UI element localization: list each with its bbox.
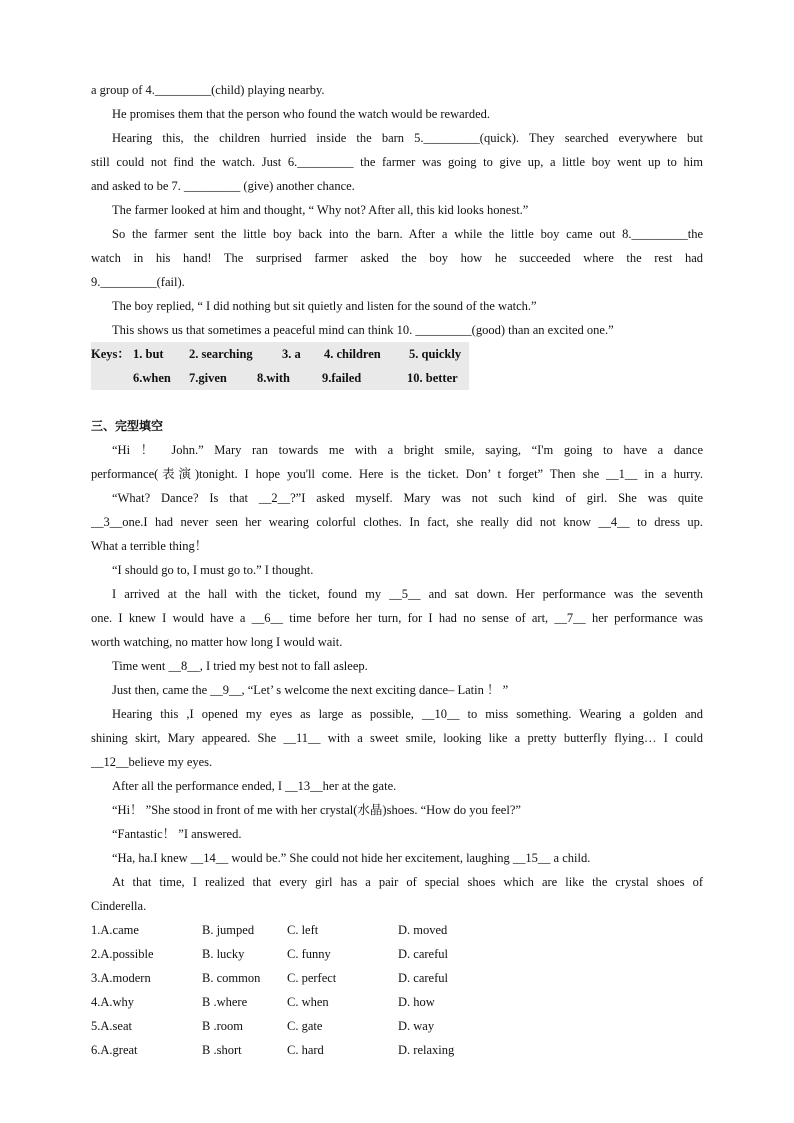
keys-label: Keys： <box>91 347 130 361</box>
option-choice: C. funny <box>287 947 331 961</box>
worksheet-page <box>91 78 703 1062</box>
passage-line: The farmer looked at him and thought, “ Why not? After all, this kid looks honest.” <box>112 203 529 217</box>
option-choice: D. way <box>398 1019 435 1033</box>
option-row <box>91 966 703 990</box>
option-choice: 1.A.came <box>91 923 139 937</box>
option-row <box>91 990 703 1014</box>
key-8: 8.with <box>257 371 290 385</box>
option-choice: C. when <box>287 995 329 1009</box>
option-choice: 6.A.great <box>91 1043 138 1057</box>
option-row <box>91 918 703 942</box>
key-3: 3. a <box>282 347 301 361</box>
answer-keys-row-1 <box>91 342 469 366</box>
key-1: 1. but <box>133 347 164 361</box>
option-choice: D. moved <box>398 923 448 937</box>
key-9: 9.failed <box>322 371 362 385</box>
option-choice: D. careful <box>398 947 448 961</box>
option-choice: C. left <box>287 923 319 937</box>
option-choice: 5.A.seat <box>91 1019 132 1033</box>
option-choice: C. gate <box>287 1019 323 1033</box>
cloze-line: I arrived at the hall with the ticket, found my __5__ and sat down. Her performance was the seventh <box>112 587 703 601</box>
cloze-line: After all the performance ended, I __13__her at the gate. <box>112 779 397 793</box>
cloze-line: Hearing this ,I opened my eyes as large as possible, __10__ to miss something. Wearing a golden and <box>112 707 703 721</box>
passage-line: and asked to be 7. _________ (give) another chance. <box>91 179 355 193</box>
option-choice: B .room <box>202 1019 243 1033</box>
passage-line: 9._________(fail). <box>91 275 185 289</box>
option-choice: D. careful <box>398 971 448 985</box>
passage-line: This shows us that sometimes a peaceful mind can think 10. _________(good) than an excited one.” <box>112 323 614 337</box>
cloze-line: shining skirt, Mary appeared. She __11__ with a sweet smile, looking like a pretty butterfly flying… I could <box>91 731 703 745</box>
cloze-line: “Hi！ ”She stood in front of me with her crystal(水晶)shoes. “How do you feel?” <box>112 803 521 817</box>
passage-line: a group of 4._________(child) playing nearby. <box>91 83 325 97</box>
passage-line: still could not find the watch. Just 6._________ the farmer was going to give up, a little boy went up to him <box>91 155 703 169</box>
cloze-line: “Fantastic！ ”I answered. <box>112 827 242 841</box>
option-row <box>91 1038 703 1062</box>
option-row <box>91 1014 703 1038</box>
key-4: 4. children <box>324 347 381 361</box>
cloze-line: performance(表演)tonight. I hope you'll come. Here is the ticket. Don’ t forget” Then she __1__ in a hurry. <box>91 467 703 481</box>
cloze-line: one. I knew I would have a __6__ time before her turn, for I had no sense of art, __7__ her performance was <box>91 611 703 625</box>
key-2: 2. searching <box>189 347 253 361</box>
cloze-line: What a terrible thing！ <box>91 539 208 553</box>
option-choice: B. jumped <box>202 923 255 937</box>
cloze-line: __12__believe my eyes. <box>91 755 213 769</box>
section-heading: 三、完型填空 <box>91 419 164 433</box>
reading-passage <box>91 78 703 342</box>
cloze-line: Just then, came the __9__, “Let’ s welcome the next exciting dance– Latin ！ ” <box>112 683 509 697</box>
option-choice: D. how <box>398 995 435 1009</box>
option-choice: B .short <box>202 1043 242 1057</box>
option-choice: B .where <box>202 995 248 1009</box>
answer-keys-row-2 <box>91 366 469 390</box>
option-choice: 3.A.modern <box>91 971 151 985</box>
option-choice: B. lucky <box>202 947 245 961</box>
cloze-line: “I should go to, I must go to.” I thought. <box>112 563 314 577</box>
option-choice: C. perfect <box>287 971 337 985</box>
cloze-line: “Hi ！ John.” Mary ran towards me with a bright smile, saying, “I'm going to have a dance <box>112 443 703 457</box>
option-choice: B. common <box>202 971 261 985</box>
passage-line: He promises them that the person who found the watch would be rewarded. <box>112 107 491 121</box>
passage-line: Hearing this, the children hurried inside the barn 5._________(quick). They searched everywhere but <box>112 131 703 145</box>
passage-line: watch in his hand! The surprised farmer asked the boy how he succeeded where the rest had <box>91 251 703 265</box>
cloze-passage <box>91 438 703 918</box>
cloze-line: __3__one.I had never seen her wearing colorful clothes. In fact, she really did not know __4__ to dress up. <box>91 515 703 529</box>
option-choice: 4.A.why <box>91 995 135 1009</box>
key-6: 6.when <box>133 371 171 385</box>
passage-line: So the farmer sent the little boy back into the barn. After a while the little boy came out 8._________the <box>112 227 703 241</box>
cloze-line: “What? Dance? Is that __2__?”I asked myself. Mary was not such kind of girl. She was quite <box>112 491 703 505</box>
options-list <box>91 918 703 1062</box>
option-choice: 2.A.possible <box>91 947 154 961</box>
passage-line: The boy replied, “ I did nothing but sit quietly and listen for the sound of the watch.” <box>112 299 537 313</box>
cloze-line: Cinderella. <box>91 899 147 913</box>
cloze-line: Time went __8__, I tried my best not to fall asleep. <box>112 659 368 673</box>
cloze-line: worth watching, no matter how long I would wait. <box>91 635 343 649</box>
cloze-line: “Ha, ha.I knew __14__ would be.” She could not hide her excitement, laughing __15__ a child. <box>112 851 591 865</box>
key-5: 5. quickly <box>409 347 462 361</box>
key-10: 10. better <box>407 371 458 385</box>
option-choice: D. relaxing <box>398 1043 455 1057</box>
option-row <box>91 942 703 966</box>
key-7: 7.given <box>189 371 227 385</box>
cloze-line: At that time, I realized that every girl has a pair of special shoes which are like the crystal shoes of <box>112 875 703 889</box>
option-choice: C. hard <box>287 1043 324 1057</box>
